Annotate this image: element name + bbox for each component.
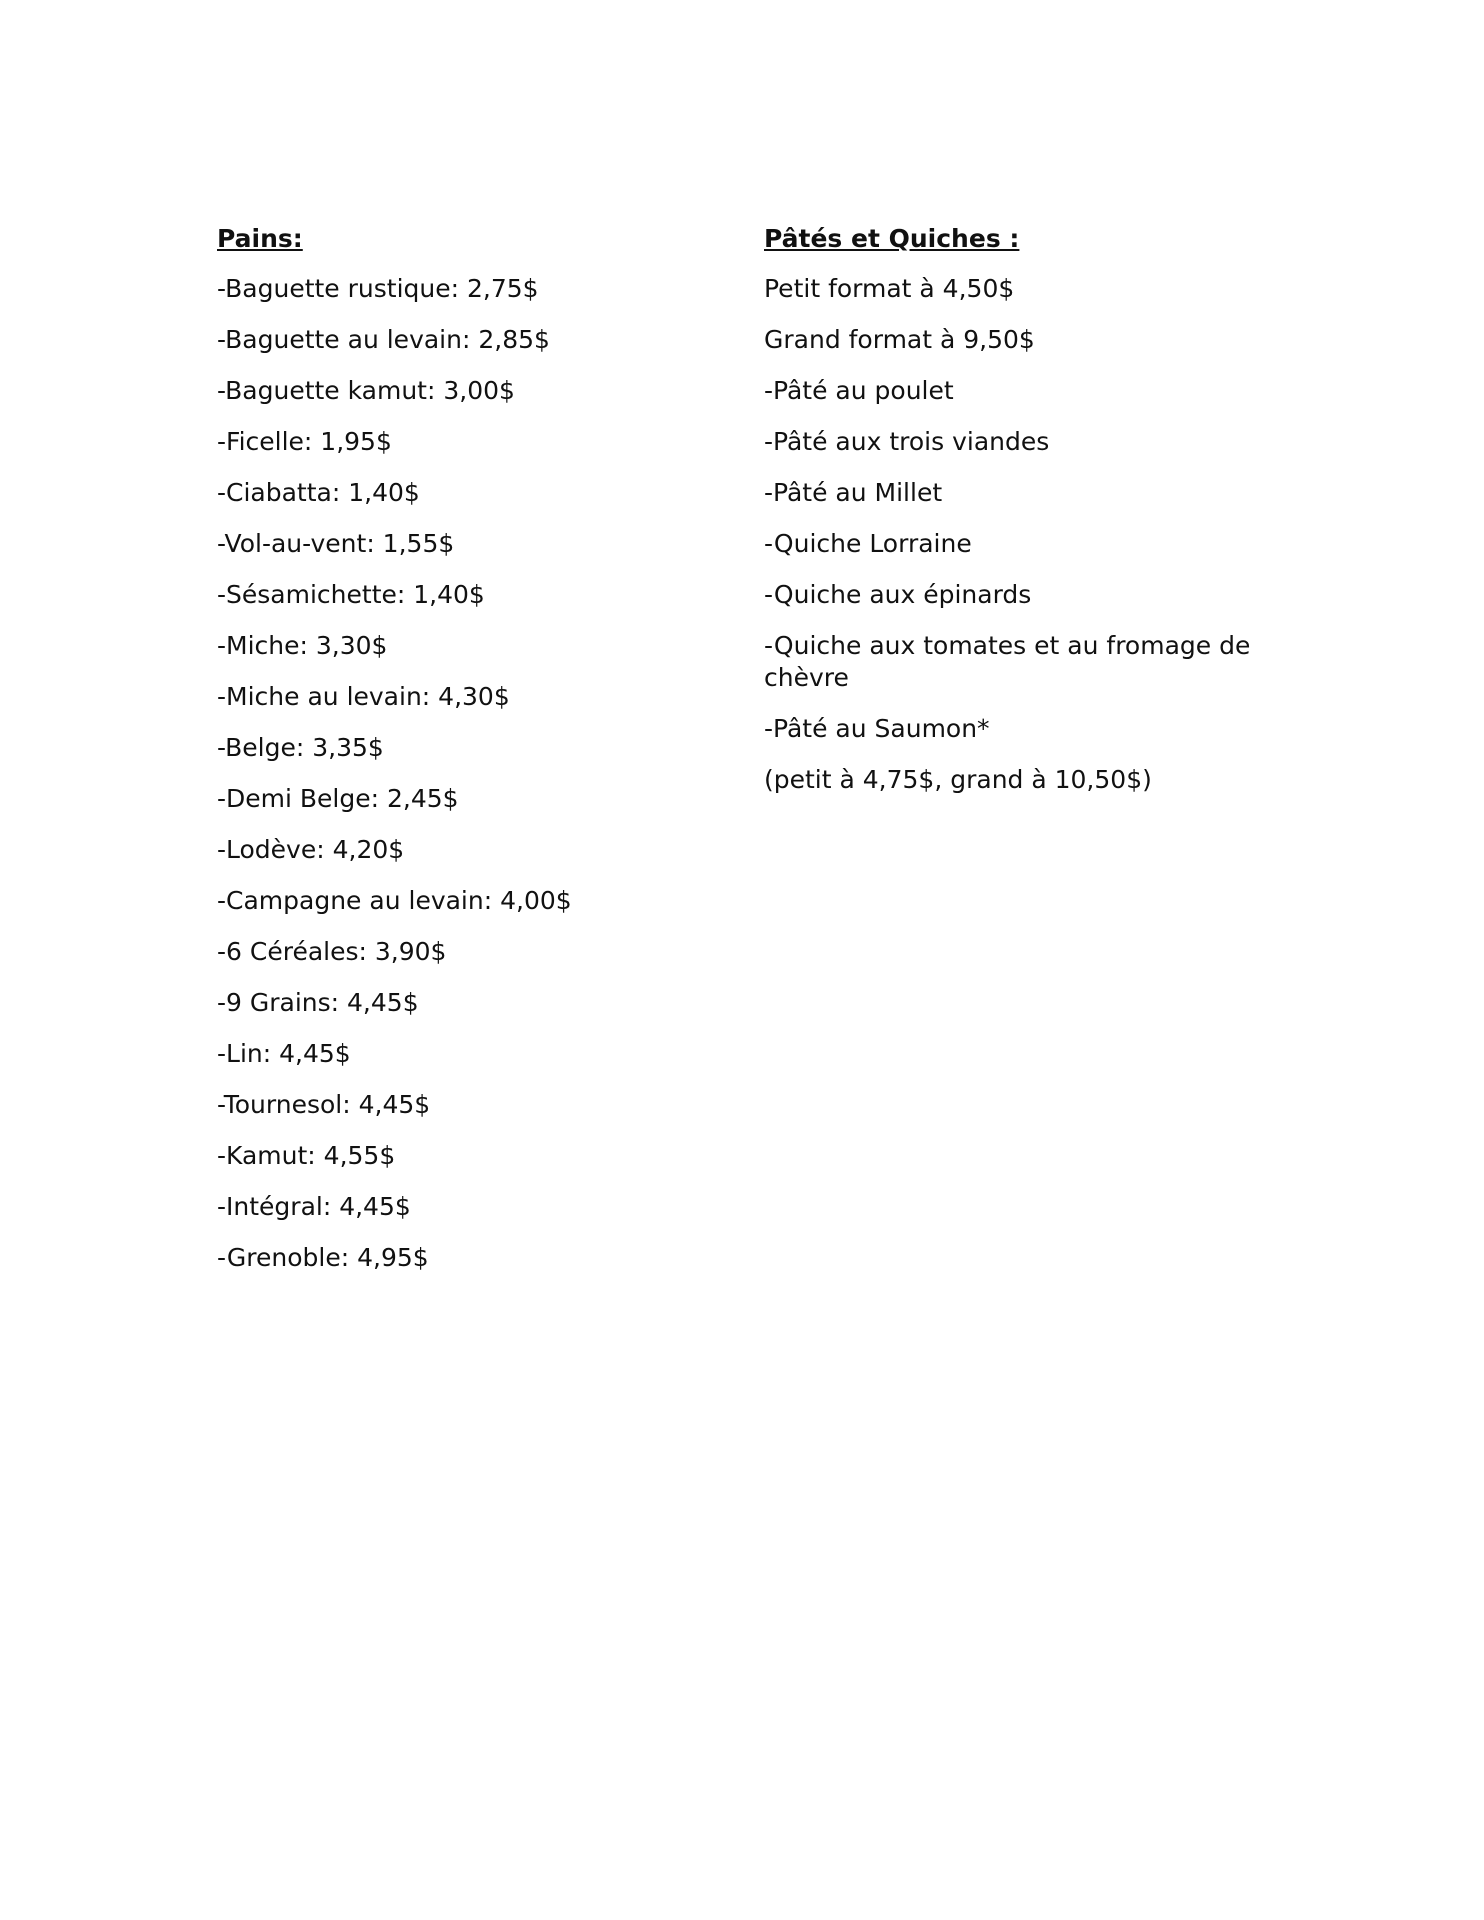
list-item: -Pâté au Millet (764, 478, 943, 507)
list-item: -Sésamichette: 1,40$ (217, 580, 485, 609)
list-item: -Grenoble: 4,95$ (217, 1243, 429, 1272)
list-item: -Ciabatta: 1,40$ (217, 478, 420, 507)
list-item: -Pâté au Saumon* (764, 714, 990, 743)
pates-quiches-column (764, 222, 1284, 815)
list-item: (petit à 4,75$, grand à 10,50$) (764, 765, 1152, 794)
list-item: -Quiche Lorraine (764, 529, 972, 558)
list-item: -Ficelle: 1,95$ (217, 427, 392, 456)
list-item: -6 Céréales: 3,90$ (217, 937, 447, 966)
pains-heading: Pains: (217, 224, 303, 253)
list-item: -Quiche aux tomates et au fromage de chèvre (764, 631, 1251, 692)
list-item: -Baguette rustique: 2,75$ (217, 274, 539, 303)
list-item: -Pâté aux trois viandes (764, 427, 1050, 456)
list-item: -Miche: 3,30$ (217, 631, 388, 660)
list-item: -Baguette kamut: 3,00$ (217, 376, 515, 405)
list-item: -Demi Belge: 2,45$ (217, 784, 459, 813)
list-item: -Belge: 3,35$ (217, 733, 384, 762)
list-item: -Campagne au levain: 4,00$ (217, 886, 572, 915)
pains-column (217, 222, 737, 1293)
list-item: -Miche au levain: 4,30$ (217, 682, 510, 711)
list-item: Grand format à 9,50$ (764, 325, 1035, 354)
list-item: -Lin: 4,45$ (217, 1039, 351, 1068)
list-item: -Baguette au levain: 2,85$ (217, 325, 550, 354)
list-item: -Lodève: 4,20$ (217, 835, 405, 864)
list-item: Petit format à 4,50$ (764, 274, 1015, 303)
pates-quiches-heading: Pâtés et Quiches : (764, 224, 1020, 253)
list-item: -Pâté au poulet (764, 376, 954, 405)
list-item: -9 Grains: 4,45$ (217, 988, 419, 1017)
list-item: -Tournesol: 4,45$ (217, 1090, 431, 1119)
list-item: -Intégral: 4,45$ (217, 1192, 411, 1221)
list-item: -Quiche aux épinards (764, 580, 1032, 609)
list-item: -Kamut: 4,55$ (217, 1141, 396, 1170)
list-item: -Vol-au-vent: 1,55$ (217, 529, 455, 558)
